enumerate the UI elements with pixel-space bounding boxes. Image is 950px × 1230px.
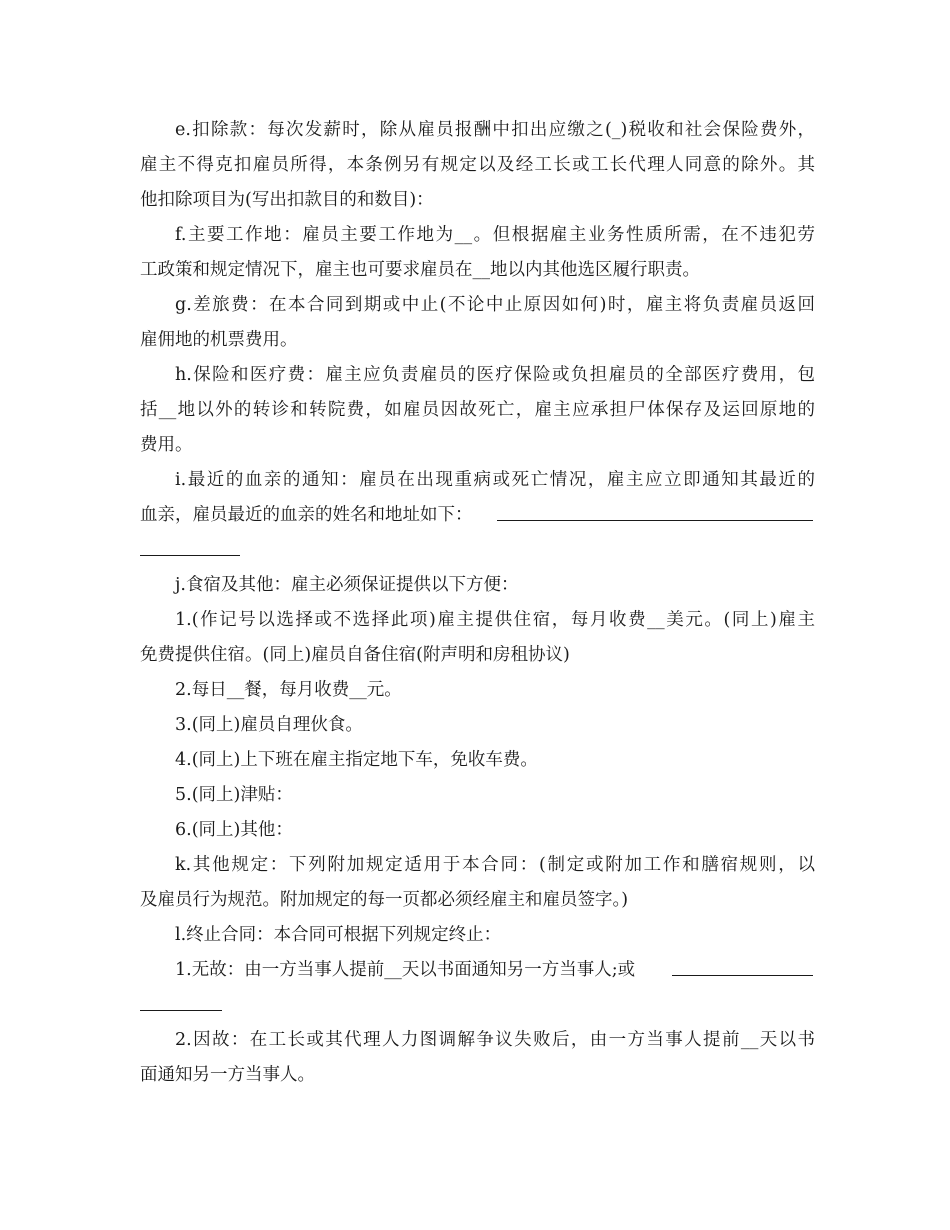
text-line: h.保险和医疗费：雇主应负责雇员的医疗保险或负担雇员的全部医疗费用，包 [175,365,815,385]
paragraph-deduction [140,113,815,218]
paragraph-insurance [140,358,815,463]
text-line: 面通知另一方当事人。 [140,1065,315,1085]
text-line: 雇佣地的机票费用。 [140,330,298,350]
text-line: 1.(作记号以选择或不选择此项)雇主提供住宿，每月收费__美元。(同上)雇主 [175,610,815,630]
text-line: 免费提供住宿。(同上)雇员自备住宿(附声明和房租协议) [140,645,570,665]
text-line: j.食宿及其他：雇主必须保证提供以下方便： [175,575,519,595]
paragraph-board-6 [140,813,815,848]
fill-in-blank-line [140,555,240,556]
paragraph-termination-1 [140,953,815,1023]
paragraph-kin [140,463,815,568]
document-body [140,113,815,1093]
text-line: i.最近的血亲的通知：雇员在出现重病或死亡情况，雇主应立即通知其最近的 [175,470,815,490]
paragraph-other-rules [140,848,815,918]
text-line: 5.(同上)津贴： [175,785,293,805]
text-line: f.主要工作地：雇员主要工作地为__。但根据雇主业务性质所需，在不违犯劳 [175,225,815,245]
paragraph-board-4 [140,743,815,778]
fill-in-blank-line [672,975,813,976]
text-line: 雇主不得克扣雇员所得，本条例另有规定以及经工长或工长代理人同意的除外。其 [140,155,815,175]
blank-line-row [140,533,815,568]
paragraph-workplace [140,218,815,288]
text-line: 2.每日__餐，每月收费__元。 [175,680,402,700]
text-line: 血亲，雇员最近的血亲的姓名和地址如下： [140,505,473,525]
paragraph-termination [140,918,815,953]
text-line: g.差旅费：在本合同到期或中止(不论中止原因如何)时，雇主将负责雇员返回 [175,295,815,315]
text-line: 2.因故：在工长或其代理人力图调解争议失败后，由一方当事人提前__天以书 [175,1030,815,1050]
text-line: k.其他规定：下列附加规定适用于本合同：(制定或附加工作和膳宿规则，以 [175,855,815,875]
paragraph-board-2 [140,673,815,708]
paragraph-board-1 [140,603,815,673]
fill-in-blank-line [140,1010,222,1011]
text-line: 及雇员行为规范。附加规定的每一页都必须经雇主和雇员签字。) [140,890,629,910]
paragraph-board [140,568,815,603]
paragraph-board-3 [140,708,815,743]
text-line: l.终止合同：本合同可根据下列规定终止： [175,925,502,945]
text-line: 括__地以外的转诊和转院费，如雇员因故死亡，雇主应承担尸体保存及运回原地的 [140,400,815,420]
text-line: 费用。 [140,435,193,455]
fill-in-blank-line [497,520,813,521]
termination-1-line-row [140,953,815,988]
paragraph-travel [140,288,815,358]
paragraph-board-5 [140,778,815,813]
text-line: e.扣除款：每次发薪时，除从雇员报酬中扣出应缴之(_)税收和社会保险费外， [175,120,815,140]
text-line: 3.(同上)雇员自理伙食。 [175,715,363,735]
text-line: 他扣除项目为(写出扣款目的和数目)： [140,190,434,210]
text-line: 1.无故：由一方当事人提前__天以书面通知另一方当事人;或 [175,960,636,980]
kin-line-row [140,498,815,533]
text-line: 工政策和规定情况下，雇主也可要求雇员在__地以内其他选区履行职责。 [140,260,700,280]
blank-line-row [140,988,815,1023]
text-line: 6.(同上)其他： [175,820,293,840]
text-line: 4.(同上)上下班在雇主指定地下车，免收车费。 [175,750,538,770]
paragraph-termination-2 [140,1023,815,1093]
